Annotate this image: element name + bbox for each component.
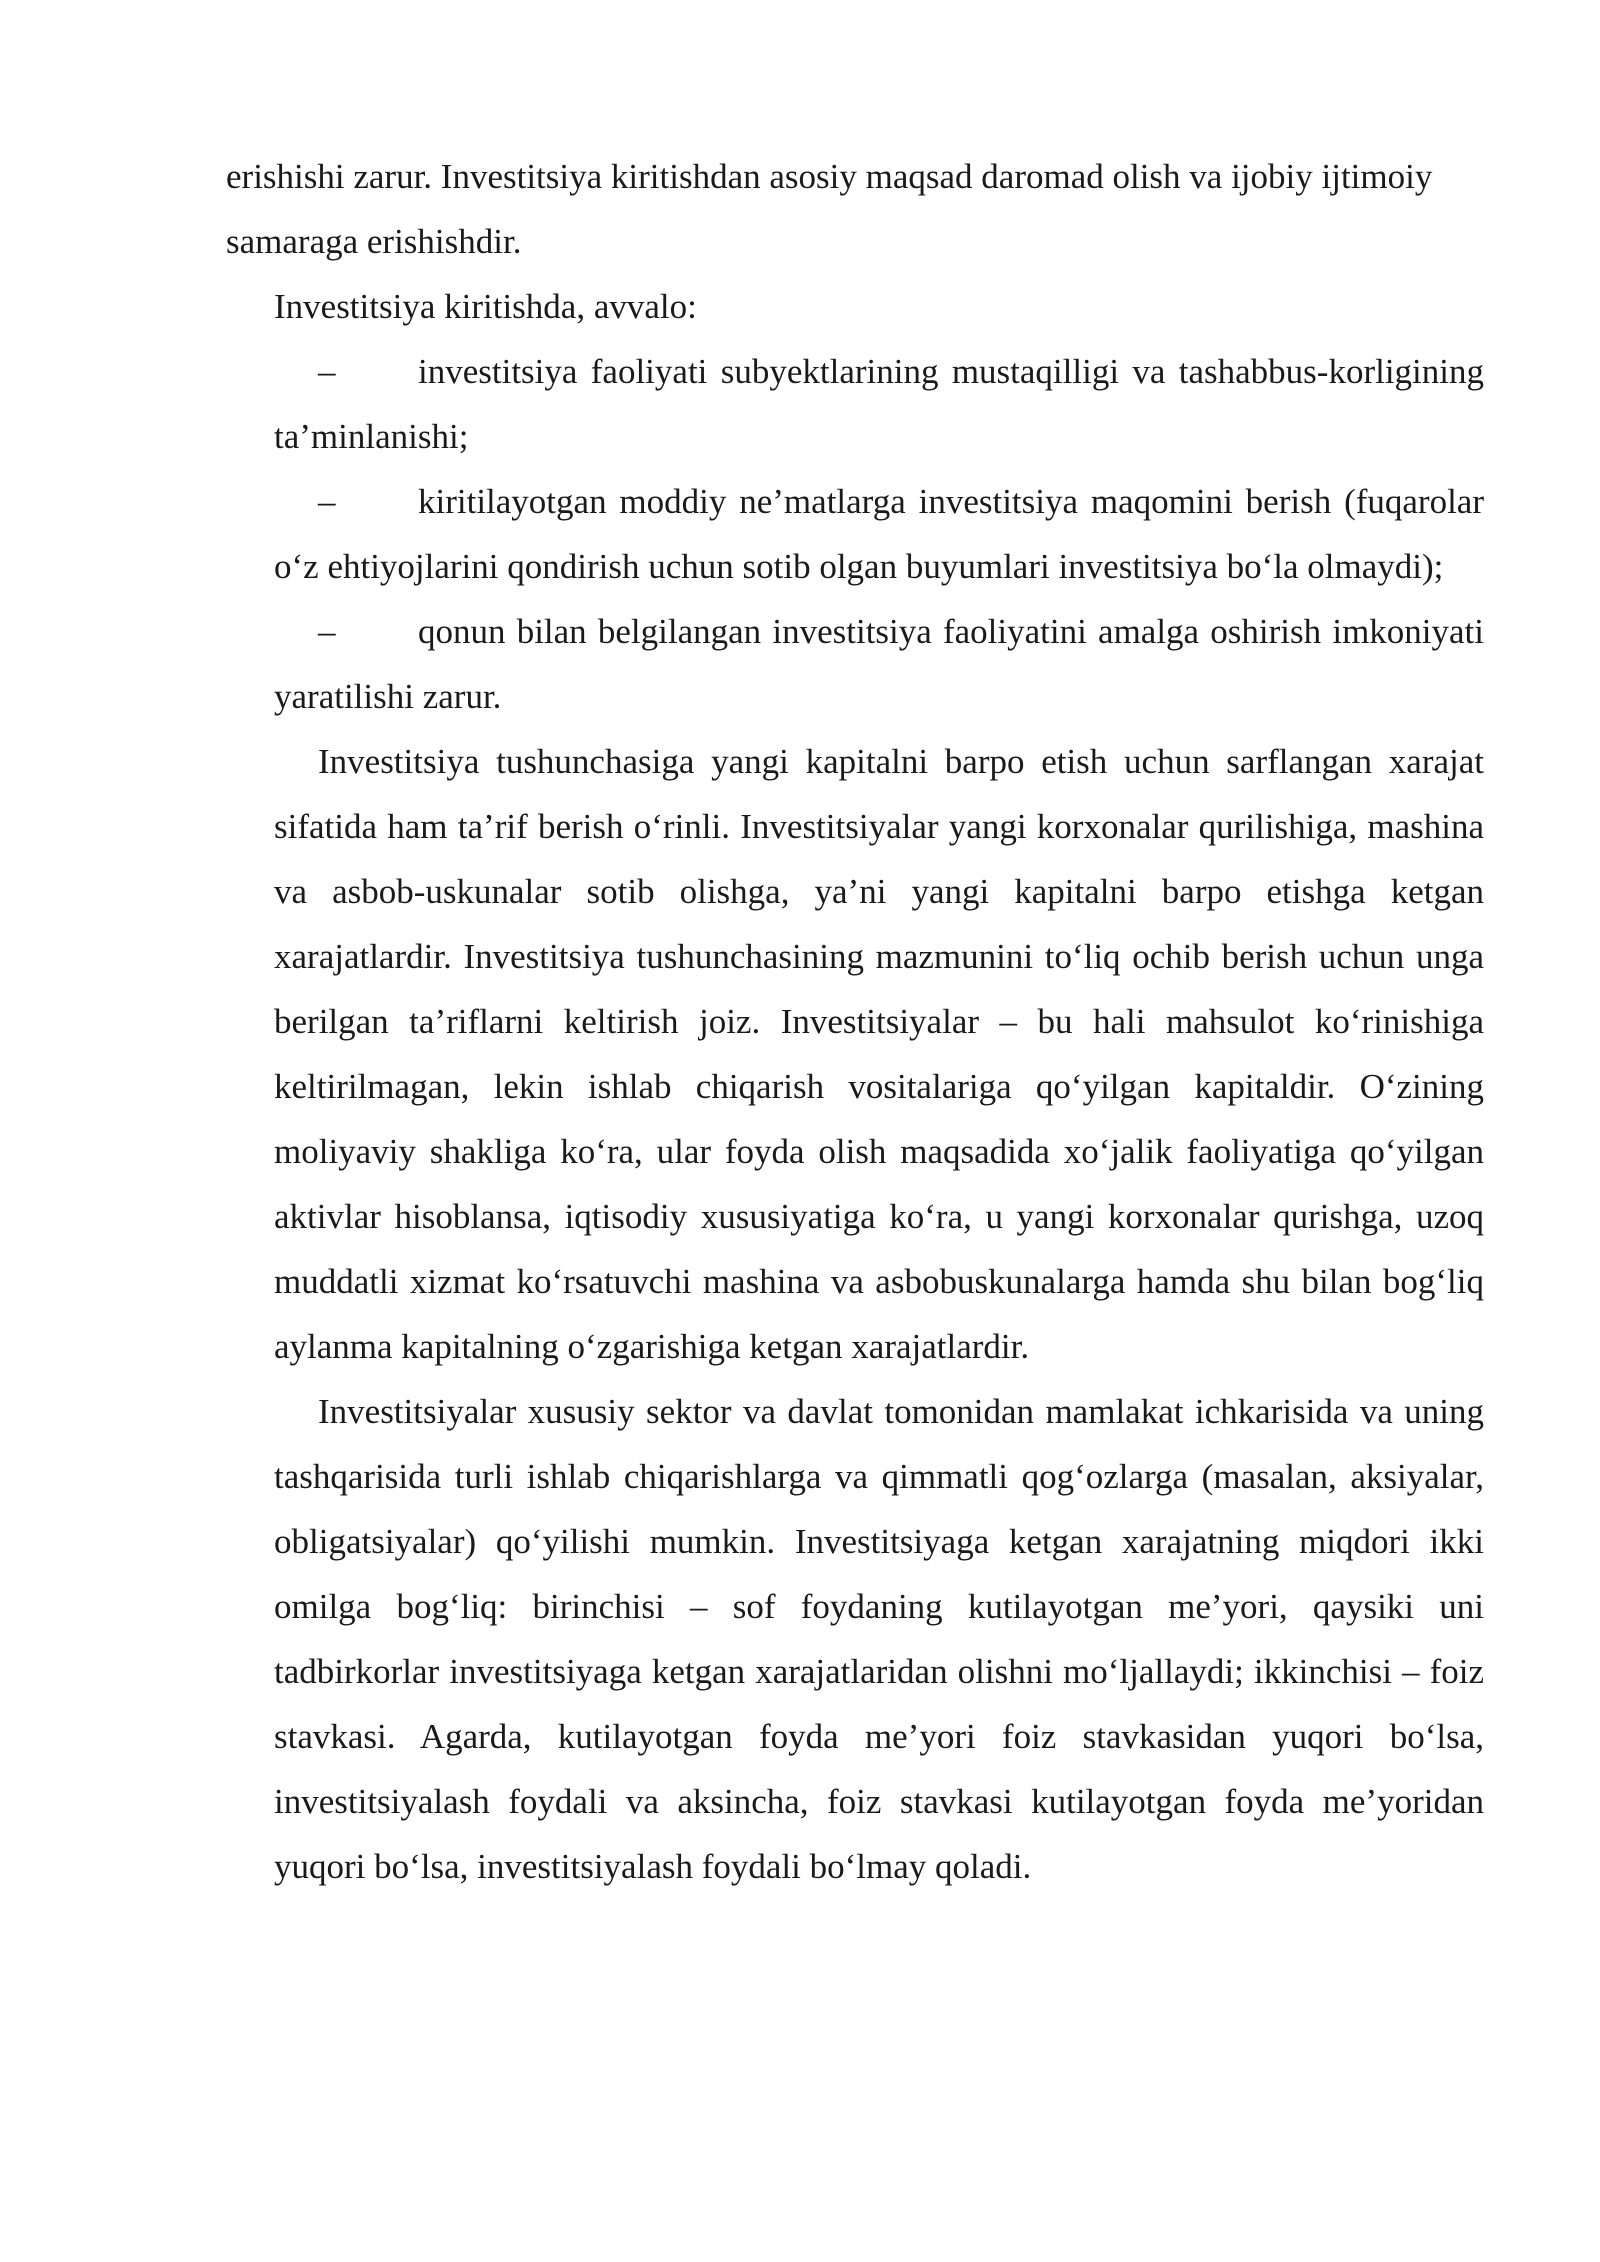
list-item-text: investitsiya faoliyati subyektlarining mustaqilligi va tashabbus-korligining ta’minlanishi; xyxy=(274,352,1484,456)
body-paragraph: Investitsiya tushunchasiga yangi kapitalni barpo etish uchun sarflangan xarajat sifatida ham ta’rif berish o‘rinli. Investitsiyalar yangi korxonalar qurilishiga, mashina va asbob-uskunalar sotib olishga, ya’ni yangi kapitalni barpo etishga ketgan xarajatlardir. Investitsiya tushunchasining mazmunini to‘liq ochib berish uchun unga berilgan ta’riflarni keltirish joiz. Investitsiyalar – bu hali mahsulot ko‘rinishiga keltirilmagan, lekin ishlab chiqarish vositalariga qo‘yilgan kapitaldir. O‘zining moliyaviy shakliga ko‘ra, ular foyda olish maqsadida xo‘jalik faoliyatiga qo‘yilgan aktivlar hisoblansa, iqtisodiy xususiyatiga ko‘ra, u yangi korxonalar qurishga, uzoq muddatli xizmat ko‘rsatuvchi mashina va asbobuskunalarga hamda shu bilan bog‘liq aylanma kapitalning o‘zgarishiga ketgan xarajatlardir. xyxy=(274,742,1484,1366)
document-body xyxy=(274,274,1484,1899)
dash-bullet: – xyxy=(318,352,336,391)
list-item xyxy=(274,599,1484,729)
body-paragraph: Investitsiyalar xususiy sektor va davlat tomonidan mamlakat ichkarisida va uning tashqarisida turli ishlab chiqarishlarga va qimmatli qog‘ozlarga (masalan, aksiyalar, obligatsiyalar) qo‘yilishi mumkin. Investitsiyaga ketgan xarajatning miqdori ikki omilga bog‘liq: birinchisi – sof foydaning kutilayotgan me’yori, qaysiki uni tadbirkorlar investitsiyaga ketgan xarajatlaridan olishni mo‘ljallaydi; ikkinchisi – foiz stavkasi. Agarda, kutilayotgan foyda me’yori foiz stavkasidan yuqori bo‘lsa, investitsiyalash foydali va aksincha, foiz stavkasi kutilayotgan foyda me’yoridan yuqori bo‘lsa, investitsiyalash foydali bo‘lmay qoladi. xyxy=(274,1392,1484,1886)
list-intro: Investitsiya kiritishda, avvalo: xyxy=(274,287,697,326)
dash-bullet: – xyxy=(318,612,336,651)
dash-bullet: – xyxy=(318,482,336,521)
list-item-text: qonun bilan belgilangan investitsiya faoliyatini amalga oshirish imkoniyati yaratilishi zarur. xyxy=(274,612,1484,716)
paragraph-continuation: erishishi zarur. Investitsiya kiritishdan asosiy maqsad daromad olish va ijobiy ijtimoiy samaraga erishishdir. xyxy=(226,157,1433,261)
list-item xyxy=(274,469,1484,599)
list-item-text: kiritilayotgan moddiy ne’matlarga investitsiya maqomini berish (fuqarolar o‘z ehtiyojlarini qondirish uchun sotib olgan buyumlari investitsiya bo‘la olmaydi); xyxy=(274,482,1484,586)
list-item xyxy=(274,339,1484,469)
